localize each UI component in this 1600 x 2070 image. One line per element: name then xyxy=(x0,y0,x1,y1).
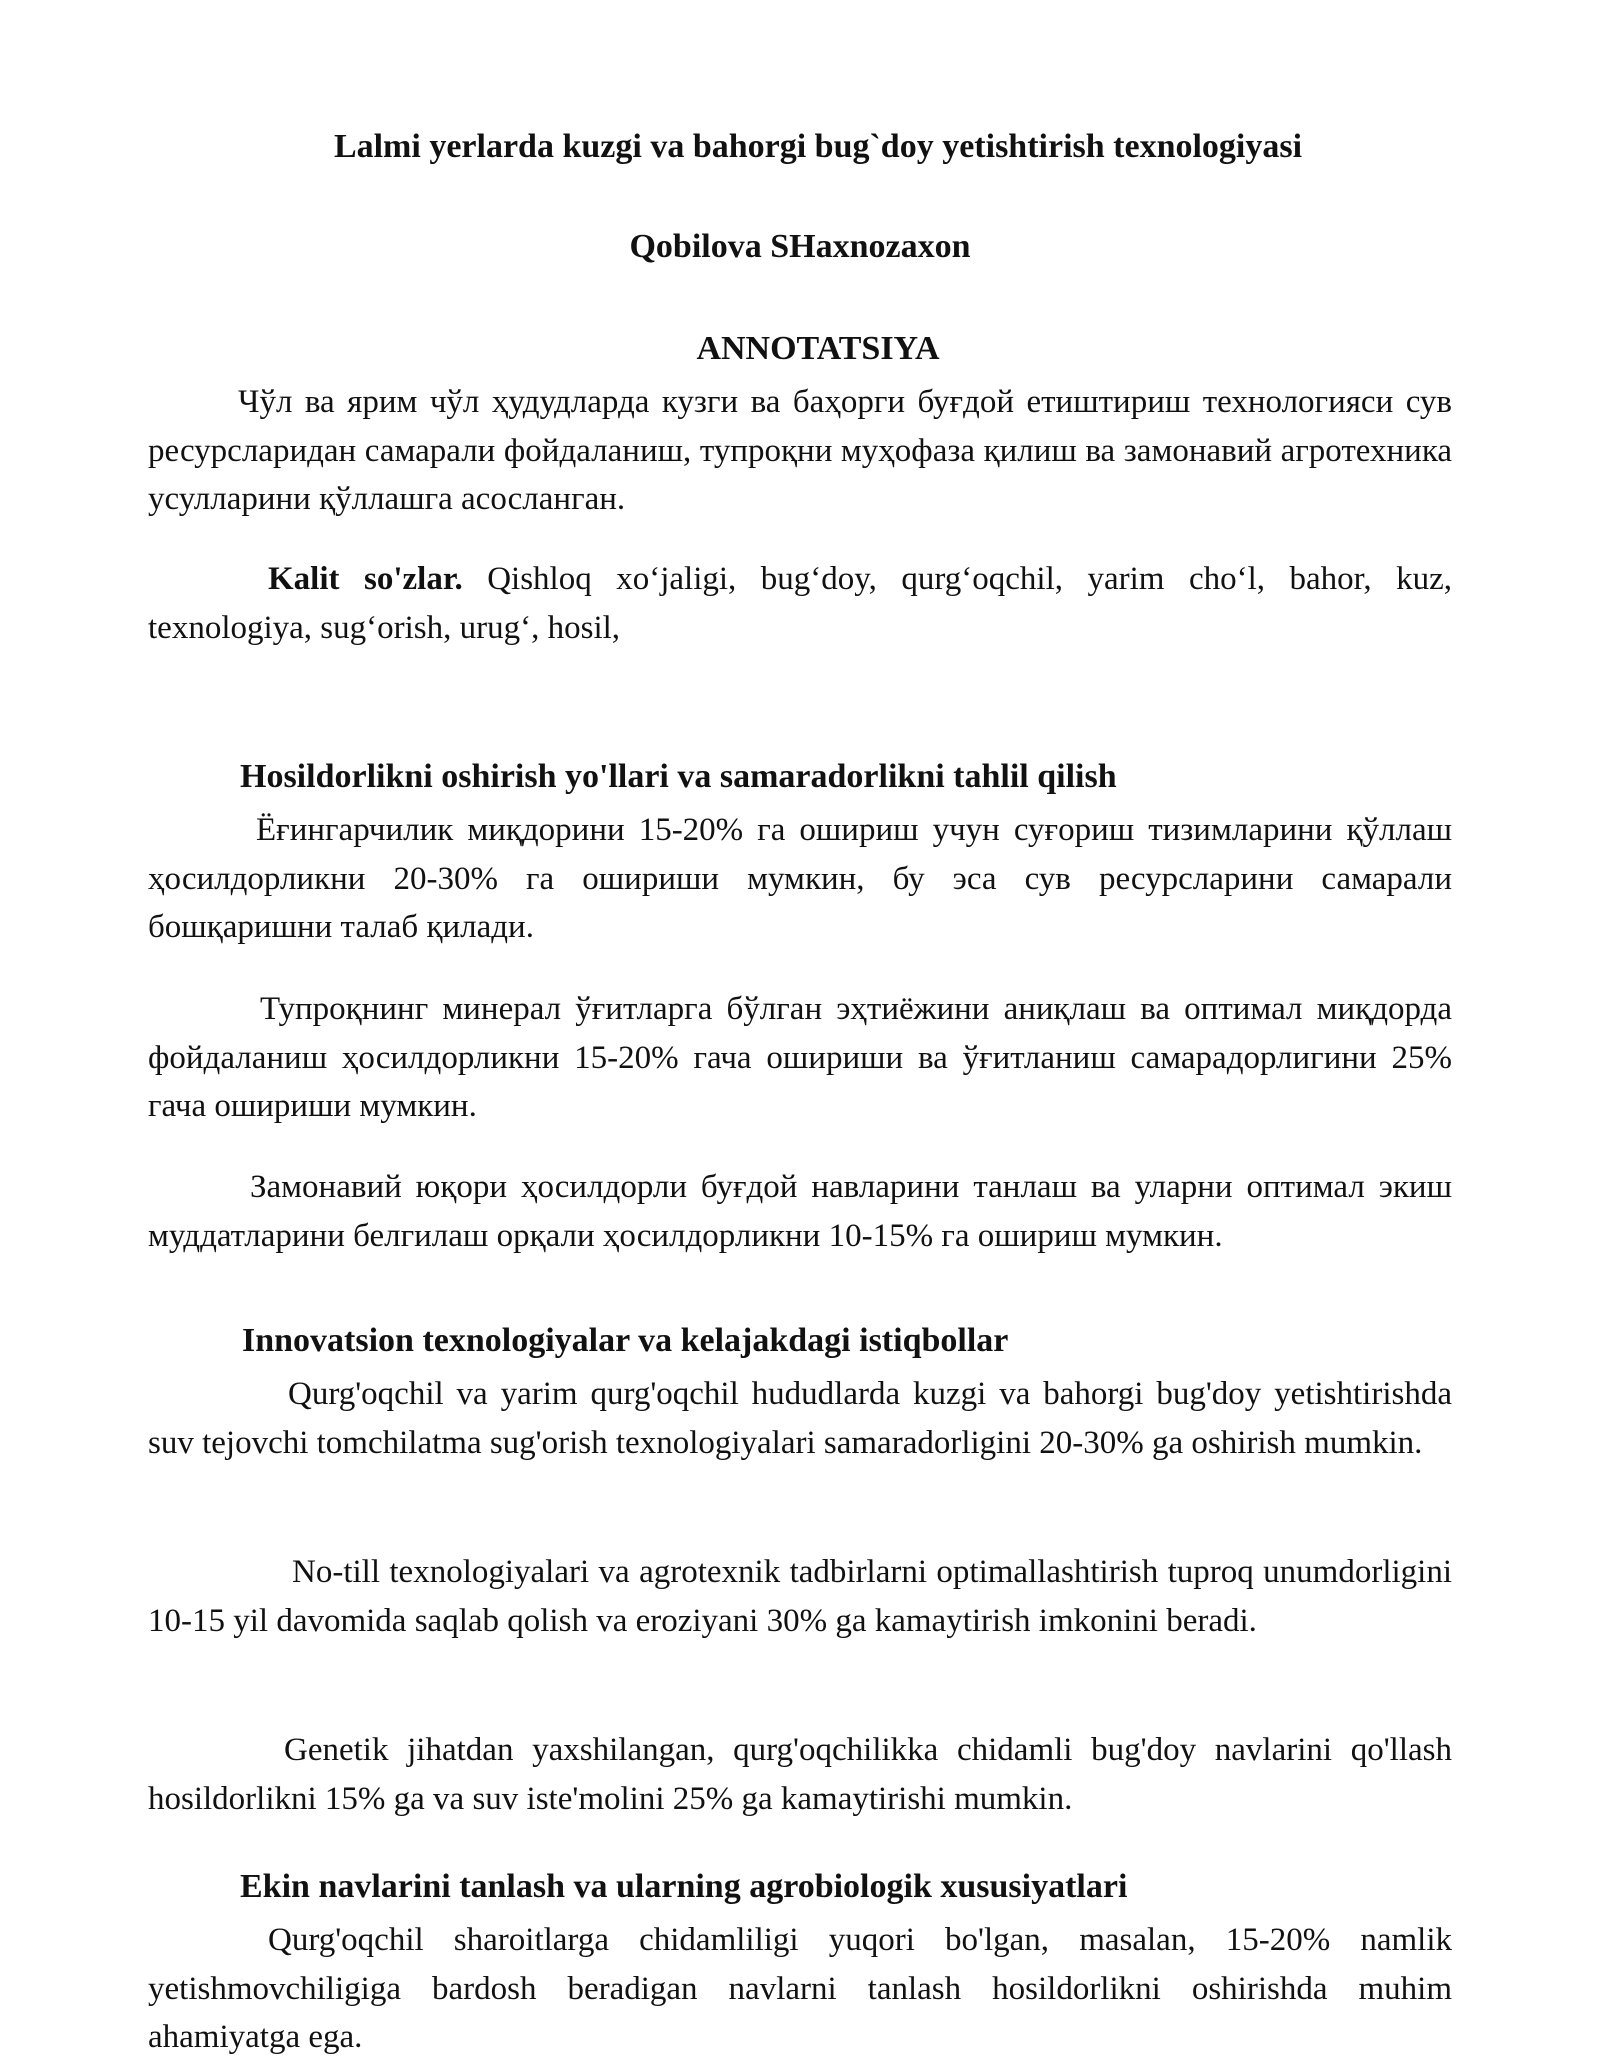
keywords-paragraph xyxy=(148,555,1452,652)
annotation-text: Чўл ва ярим чўл ҳудудларда кузги ва баҳорги буғдой етиштириш технологияси сув ресурсларидан самарали фойдаланиш, тупроқни муҳофаза қилиш ва замонавий агротехника усулларини қўллашга асосланган. xyxy=(148,384,1452,517)
section-paragraph: No-till texnologiyalari va agrotexnik tadbirlarni optimallashtirish tuproq unumdorligini 10-15 yil davomida saqlab qolish va eroziyani 30% ga kamaytirish imkonini beradi. xyxy=(148,1554,1452,1639)
keywords-label: Kalit so'zlar. xyxy=(268,561,463,597)
section-paragraph: Замонавий юқори ҳосилдорли буғдой навларини танлаш ва уларни оптимал экиш муддатларини белгилаш орқали ҳосилдорликни 10-15% га ошириш мумкин. xyxy=(148,1169,1452,1254)
section-paragraph: Ёғингарчилик миқдорини 15-20% га ошириш учун суғориш тизимларини қўллаш ҳосилдорликни 20-30% га ошириши мумкин, бу эса сув ресурсларини самарали бошқаришни талаб қилади. xyxy=(148,812,1452,945)
document-title: Lalmi yerlarda kuzgi va bahorgi bug`doy yetishtirish texnologiyasi xyxy=(333,128,1303,165)
section-paragraph: Qurg'oqchil va yarim qurg'oqchil hududlarda kuzgi va bahorgi bug'doy yetishtirishda suv tejovchi tomchilatma sug'orish texnologiyalari samaradorligini 20-30% ga oshirish mumkin. xyxy=(148,1376,1452,1461)
author-name: Qobilova SHaxnozaxon xyxy=(629,228,971,265)
section-paragraph: Тупроқнинг минерал ўғитларга бўлган эҳтиёжини аниқлаш ва оптимал миқдорда фойдаланиш ҳосилдорликни 15-20% гача ошириши ва ўғитланиш самарадорлигини 25% гача ошириши мумкин. xyxy=(148,991,1452,1124)
section-heading: Ekin navlarini tanlash va ularning agrobiologik xususiyatlari xyxy=(240,1868,1128,1905)
keywords-text: Qishloq xoʻjaligi, bugʻdoy, qurgʻoqchil, yarim choʻl, bahor, kuz, texnologiya, sugʻorish, urugʻ, hosil, xyxy=(148,561,1452,646)
section-paragraph: Qurg'oqchil sharoitlarga chidamliligi yuqori bo'lgan, masalan, 15-20% namlik yetishmovchiligiga bardosh beradigan navlarni tanlash hosildorlikni oshirishda muhim ahamiyatga ega. xyxy=(148,1922,1452,2055)
section-heading: Innovatsion texnologiyalar va kelajakdagi istiqbollar xyxy=(242,1322,1009,1359)
annotation-heading: ANNOTATSIYA xyxy=(696,330,940,367)
section-heading: Hosildorlikni oshirish yo'llari va samaradorlikni tahlil qilish xyxy=(240,758,1117,795)
section-paragraph: Genetik jihatdan yaxshilangan, qurg'oqchilikka chidamli bug'doy navlarini qo'llash hosildorlikni 15% ga va suv iste'molini 25% ga kamaytirishi mumkin. xyxy=(148,1732,1452,1817)
